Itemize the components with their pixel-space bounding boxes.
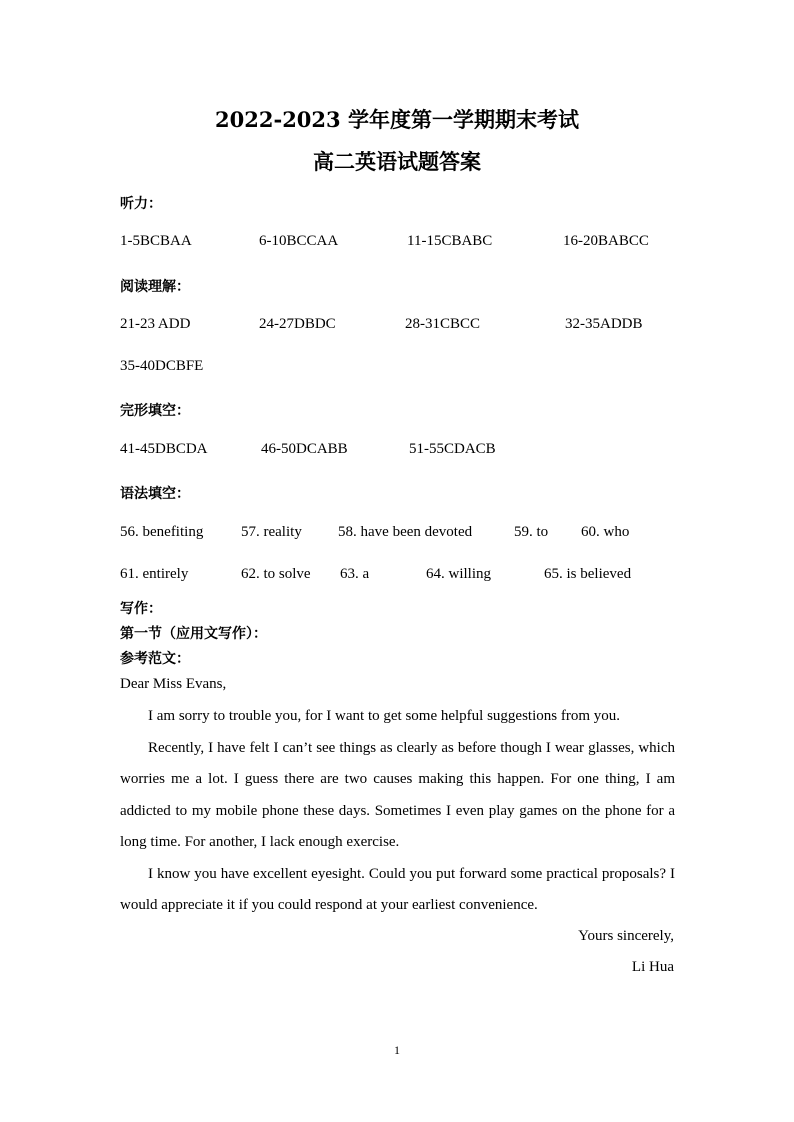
grammar-answers-row: [0, 524, 794, 544]
grammar-answer: 58. have been devoted: [338, 524, 473, 540]
reading-heading: 阅读理解：: [120, 279, 190, 295]
reading-answer: 35-40DCBFE: [120, 358, 204, 374]
letter-greeting: Dear Miss Evans,: [120, 676, 227, 692]
grammar-answer: 57. reality: [241, 524, 302, 540]
grammar-answer: 60. who: [581, 524, 630, 540]
exam-subtitle: 高二英语试题答案: [313, 149, 481, 174]
letter-paragraph: I am sorry to trouble you, for I want to get some helpful suggestions from you.: [148, 708, 621, 724]
grammar-heading: 语法填空：: [120, 486, 190, 502]
grammar-answer: 56. benefiting: [120, 524, 204, 540]
listening-answer: 11-15CBABC: [407, 233, 493, 249]
letter-paragraph: Recently, I have felt I can’t see things as clearly as before though I wear glasses, which worries me a lot. I guess there are two causes making this happen. For one thing, I am addicted to my mobile phone these days. Sometimes I even play games on the phone for a long time. For another, I lack enough exercise.: [120, 739, 675, 850]
reading-answers-row: [0, 316, 794, 336]
cloze-answer: 41-45DBCDA: [120, 441, 208, 457]
cloze-answers-row: [0, 441, 794, 461]
cloze-answer: 51-55CDACB: [409, 441, 496, 457]
grammar-answer: 65. is believed: [544, 566, 632, 582]
cloze-answer: 46-50DCABB: [261, 441, 348, 457]
reading-answers-row: [0, 358, 794, 378]
grammar-answer: 59. to: [514, 524, 549, 540]
sample-essay-heading: 参考范文：: [120, 651, 190, 667]
writing-part1-heading: 第一节（应用文写作）：: [120, 626, 267, 642]
reading-answer: 28-31CBCC: [405, 316, 481, 332]
listening-answer: 6-10BCCAA: [259, 233, 339, 249]
exam-title: 2022-2023 学年度第一学期期末考试: [215, 107, 579, 132]
grammar-answers-row: [0, 566, 794, 586]
grammar-answer: 64. willing: [426, 566, 492, 582]
listening-answers-row: [0, 233, 794, 253]
reading-answer: 32-35ADDB: [565, 316, 643, 332]
grammar-answer: 63. a: [340, 566, 370, 582]
listening-heading: 听力：: [120, 196, 162, 212]
reading-answer: 21-23 ADD: [120, 316, 191, 332]
letter-closing: Yours sincerely,: [578, 928, 674, 944]
letter-paragraph: I know you have excellent eyesight. Could you put forward some practical proposals? I would appreciate it if you could respond at your earliest convenience.: [120, 865, 675, 913]
grammar-answer: 61. entirely: [120, 566, 189, 582]
letter-signature: Li Hua: [631, 959, 674, 975]
listening-answer: 1-5BCBAA: [120, 233, 192, 249]
listening-answer: 16-20BABCC: [563, 233, 649, 249]
writing-heading: 写作：: [120, 601, 162, 617]
page-number: 1: [394, 1043, 400, 1057]
reading-answer: 24-27DBDC: [259, 316, 336, 332]
cloze-heading: 完形填空：: [120, 403, 190, 419]
grammar-answer: 62. to solve: [241, 566, 311, 582]
letter-body: [120, 701, 675, 922]
